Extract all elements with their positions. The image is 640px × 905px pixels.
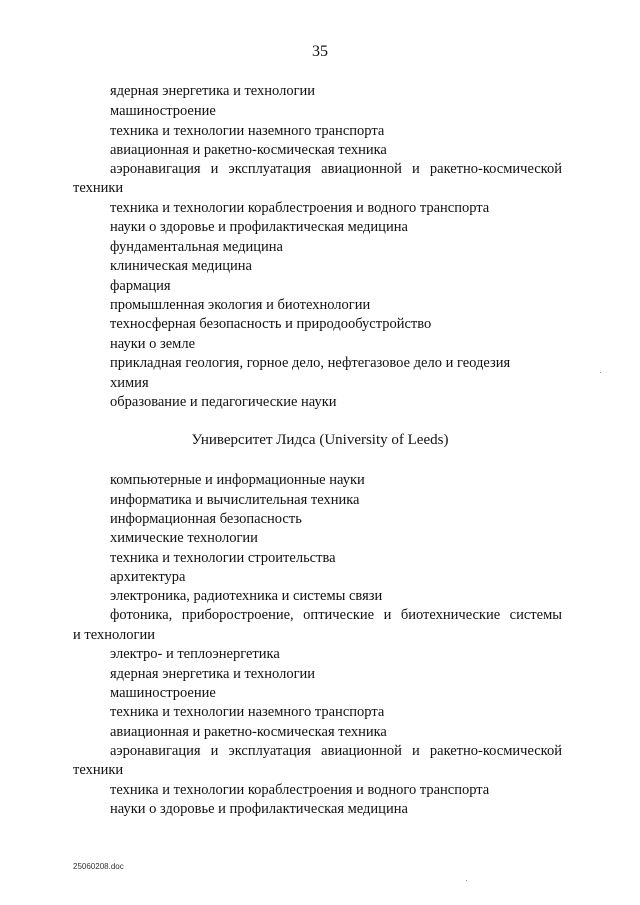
list-item: авиационная и ракетно-космическая техника bbox=[110, 142, 387, 158]
list-item: ядерная энергетика и технологии bbox=[110, 666, 316, 682]
list-item: клиническая медицина bbox=[110, 258, 252, 274]
list-item: промышленная экология и биотехнологии bbox=[110, 297, 371, 313]
list-item: информатика и вычислительная техника bbox=[110, 492, 360, 508]
university-heading: Университет Лидса (University of Leeds) bbox=[191, 432, 449, 448]
list-item: науки о здоровье и профилактическая медицина bbox=[110, 801, 408, 817]
list-item: химические технологии bbox=[110, 530, 258, 546]
list-item: авиационная и ракетно-космическая техника bbox=[110, 724, 387, 740]
list-item: техника и технологии кораблестроения и водного транспорта bbox=[110, 782, 490, 798]
list-item-wrapped-line2: техники bbox=[73, 762, 124, 778]
list-item-wrapped-line2: техники bbox=[73, 180, 124, 196]
list-item: машиностроение bbox=[110, 103, 216, 119]
list-item: архитектура bbox=[110, 569, 186, 585]
list-item: техника и технологии наземного транспорта bbox=[110, 123, 385, 139]
list-item: машиностроение bbox=[110, 685, 216, 701]
scan-speck bbox=[600, 372, 601, 373]
list-item: техника и технологии кораблестроения и водного транспорта bbox=[110, 200, 490, 216]
list-item: науки о здоровье и профилактическая медицина bbox=[110, 219, 408, 235]
list-item: образование и педагогические науки bbox=[110, 394, 337, 410]
list-item: электроника, радиотехника и системы связи bbox=[110, 588, 383, 604]
list-item-wrapped-line2: и технологии bbox=[73, 627, 155, 643]
list-item-wrapped-line1: аэронавигация и эксплуатация авиационной и ракетно-космической bbox=[110, 743, 562, 759]
list-item: техника и технологии строительства bbox=[110, 550, 336, 566]
list-item: компьютерные и информационные науки bbox=[110, 472, 365, 488]
list-item: техника и технологии наземного транспорта bbox=[110, 704, 385, 720]
footer-filename: 25060208.doc bbox=[73, 862, 124, 871]
list-item: информационная безопасность bbox=[110, 511, 302, 527]
list-item: химия bbox=[110, 375, 149, 391]
list-item: науки о земле bbox=[110, 336, 196, 352]
list-item: прикладная геология, горное дело, нефтегазовое дело и геодезия bbox=[110, 355, 511, 371]
list-item: техносферная безопасность и природообустройство bbox=[110, 316, 432, 332]
list-item-wrapped-line1: фотоника, приборостроение, оптические и биотехнические системы bbox=[110, 607, 562, 623]
list-item: фундаментальная медицина bbox=[110, 239, 283, 255]
list-item: фармация bbox=[110, 278, 171, 294]
list-item: электро- и теплоэнергетика bbox=[110, 646, 280, 662]
list-item: ядерная энергетика и технологии bbox=[110, 83, 316, 99]
list-item-wrapped-line1: аэронавигация и эксплуатация авиационной и ракетно-космической bbox=[110, 161, 562, 177]
scan-speck bbox=[466, 880, 467, 881]
page-number: 35 bbox=[312, 43, 328, 60]
